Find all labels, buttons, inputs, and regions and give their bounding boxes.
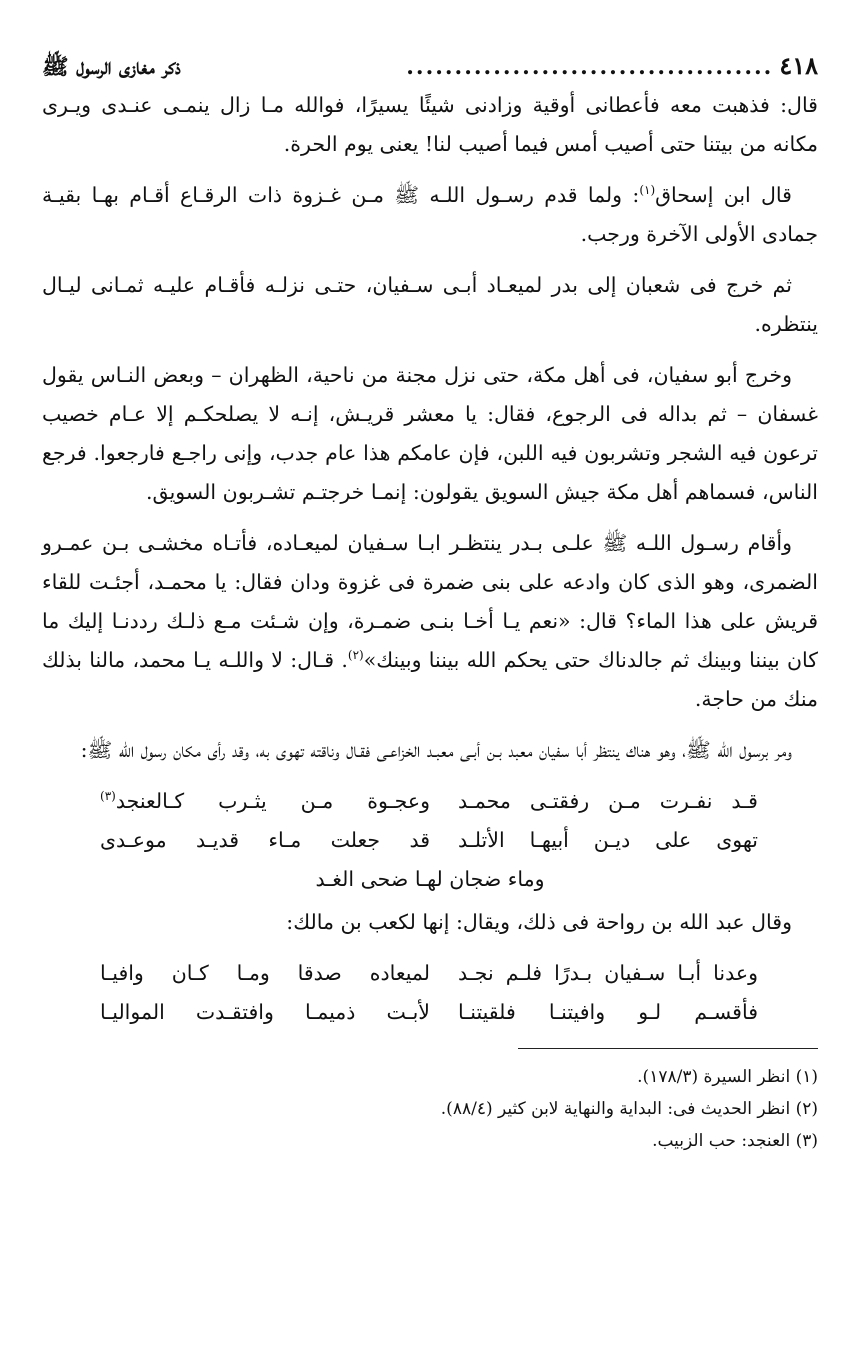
paragraph-6: ومر برسول الله ﷺ، وهو هناك ينتظر أبا سفيان معبد بـن أبـى معبـد الخزاعـى فقـال وناقته تهوى به، وقد رأى مكان رسول الله ﷺ: [80, 738, 792, 762]
paragraph-3: ثم خرج فى شعبان إلى بدر لميعـاد أبـى سـفيان، حتـى نزلـه فأقـام عليـه ثمـانى ليـال ينتظره. [42, 273, 818, 336]
verse-text: وعجـوة مـن يثـرب كـالعنجد [115, 789, 430, 813]
verse-first-hemistich: تهوى على ديـن أبيهـا الأتلـد [458, 828, 758, 852]
verse-first-hemistich: وعدنا أبـا سـفيان بـدرًا فلـم نجـد [458, 961, 758, 985]
page-number: ٤١٨ [779, 51, 818, 80]
footnote-ref-2: (٢) [347, 648, 364, 663]
verse-line [42, 821, 758, 860]
paragraph-5-before: وأقام رسـول اللـه ﷺ علـى بـدر ينتظـر ابـا سـفيان لميعـاده، فأتـاه مخشـى بـن عمـرو الضمرى، وهو الذى كان وادعه على بنى ضمرة فى غزوة ودان فقال: يا محمـد، أجئـت للقاء قريش على هذا الماء؟ قال: «نعم يـا أخـا بنـى ضمـرة، وإن شـئت مـع ذلـك رددنـا إليك ما كان بيننا وبينك ثم جالدناك حتى يحكم الله بيننا وبينك» [42, 531, 819, 672]
verse-second-hemistich: قد جعلت مـاء قديـد موعـدى [100, 828, 430, 852]
footnote-1: (١) انظر السيرة (١٧٨/٣). [637, 1067, 818, 1087]
paragraph-1: قال: فذهبت معه فأعطانى أوقية وزادنى شيئًا يسيرًا، فوالله مـا زال ينمـى عنـدى ويـرى مكانه من بيتنا حتى أصيب أمس فيما أصيب لنا! يعنى يوم الحرة. [42, 93, 818, 156]
running-header [42, 46, 818, 86]
footnote-ref-1: (١) [639, 183, 656, 198]
paragraph-2-after: : ولما قدم رسـول اللـه ﷺ مـن غـزوة ذات الرقـاع أقـام بهـا بقيـة جمادى الأولى الآخرة ورجب. [42, 183, 818, 246]
paragraph-5-after: . قـال: لا واللـه يـا محمد، مالنا بذلك منك من حاجة. [42, 648, 818, 711]
footnote-3: (٣) العنجد: حب الزبيب. [652, 1131, 818, 1151]
paragraph-5 [42, 524, 818, 719]
poem-2 [42, 954, 818, 1032]
paragraph-2-before: قال ابن إسحاق [655, 183, 792, 207]
verse-second-hemistich [100, 782, 430, 821]
verse-first-hemistich: فأقسـم لـو وافيتنـا فلقيتنـا [458, 1000, 758, 1024]
poem-1 [42, 782, 818, 899]
paragraph-4: وخرج أبو سفيان، فى أهل مكة، حتى نزل مجنة من ناحية، الظهران – وبعض النـاس يقول غسفان – ثم بداله فى الرجوع، فقال: يا معشر قريـش، إنـه لا يصلحكـم إلا عـام خصيب ترعون فيه الشجر وتشربون فيه اللبن، فإن عامكم هذا عام جدب، وإنى راجـع فارجعوا. فرجع الناس، فسماهم أهل مكة جيش السويق يقولون: إنمـا خرجتـم تشـربون السويق. [42, 363, 818, 504]
verse-second-hemistich: لميعاده صدقا ومـا كـان وافيـا [100, 961, 430, 985]
header-dots: ...................................... [406, 54, 774, 80]
footnote-2: (٢) انظر الحديث فى: البداية والنهاية لابن كثير (٨٨/٤). [440, 1099, 818, 1119]
paragraph-2 [42, 176, 818, 254]
verse-line [42, 782, 758, 821]
footnote-ref-3: (٣) [100, 789, 116, 804]
footnote-divider [518, 1048, 818, 1049]
verse-line [42, 993, 758, 1032]
verse-line-single [42, 860, 818, 899]
verse-first-hemistich: قـد نفـرت مـن رفقتـى محمـد [458, 789, 758, 813]
verse-line [42, 954, 758, 993]
verse-single-text: وماء ضجان لهـا ضحى الغـد [315, 867, 545, 891]
header-title: ذكر مغازى الرسول ﷺ [42, 54, 181, 80]
verse-second-hemistich: لأبـت ذميمـا وافتقـدت المواليـا [100, 1000, 430, 1024]
paragraph-7: وقال عبد الله بن رواحة فى ذلك، ويقال: إنها لكعب بن مالك: [286, 910, 792, 934]
